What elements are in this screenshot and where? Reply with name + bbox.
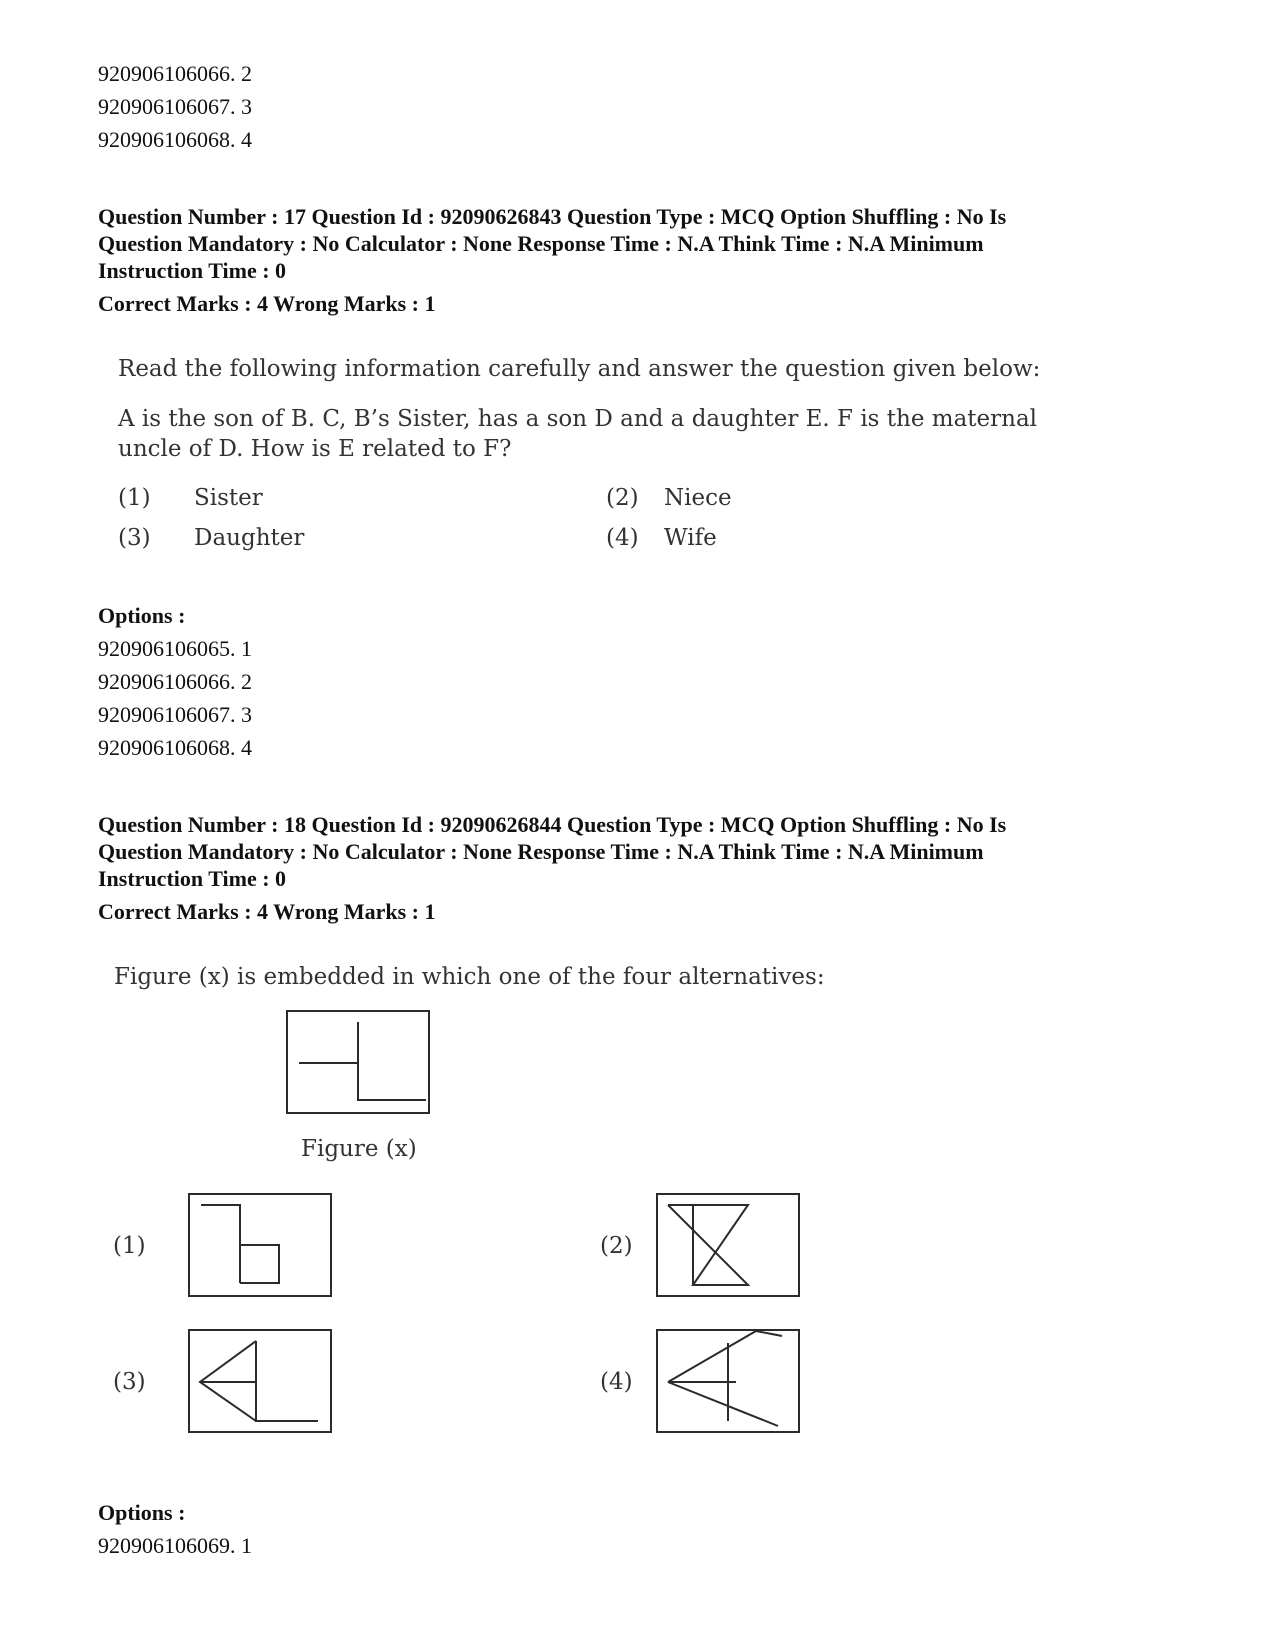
choice-number: (1) — [118, 485, 151, 511]
choice-number: (4) — [606, 525, 639, 551]
question-meta-line: Instruction Time : 0 — [98, 866, 287, 891]
alternative-1-figure — [188, 1193, 332, 1297]
alternative-label: (2) — [600, 1233, 633, 1259]
alternative-4-shape — [668, 1331, 782, 1426]
option-line: 920906106068. 4 — [98, 735, 252, 760]
alternative-2-shape — [668, 1205, 748, 1285]
question-meta-line: Question Mandatory : No Calculator : None Response Time : N.A Think Time : N.A Minimum — [98, 839, 984, 864]
question-meta-line: Question Mandatory : No Calculator : None Response Time : N.A Think Time : N.A Minimum — [98, 231, 984, 256]
choice-text: Sister — [194, 485, 263, 511]
question-body-line: A is the son of B. C, B’s Sister, has a son D and a daughter E. F is the maternal — [118, 406, 1038, 432]
alternative-2-figure — [656, 1193, 800, 1297]
choice-number: (2) — [606, 485, 639, 511]
figure-x — [286, 1010, 430, 1114]
alternative-label: (3) — [113, 1369, 146, 1395]
options-label: Options : — [98, 603, 186, 628]
question-meta-line: Instruction Time : 0 — [98, 258, 287, 283]
choice-text: Niece — [664, 485, 732, 511]
alternative-label: (4) — [600, 1369, 633, 1395]
alternative-2-frame — [657, 1194, 799, 1296]
question-prompt: Figure (x) is embedded in which one of the four alternatives: — [114, 964, 825, 990]
question-body-line: uncle of D. How is E related to F? — [118, 436, 512, 462]
alternative-1-shape — [201, 1205, 279, 1283]
choice-text: Daughter — [194, 525, 305, 551]
option-line: 920906106067. 3 — [98, 94, 252, 119]
option-line: 920906106067. 3 — [98, 702, 252, 727]
question-meta-line: Question Number : 18 Question Id : 92090626844 Question Type : MCQ Option Shuffling : No Is — [98, 812, 1007, 837]
question-meta-line: Question Number : 17 Question Id : 92090626843 Question Type : MCQ Option Shuffling : No Is — [98, 204, 1007, 229]
option-line: 920906106068. 4 — [98, 127, 252, 152]
option-line: 920906106066. 2 — [98, 669, 252, 694]
choice-number: (3) — [118, 525, 151, 551]
choice-text: Wife — [664, 525, 717, 551]
marks-line: Correct Marks : 4 Wrong Marks : 1 — [98, 291, 436, 316]
option-line: 920906106069. 1 — [98, 1533, 252, 1558]
figure-x-shape — [299, 1022, 426, 1100]
alternative-4-figure — [656, 1329, 800, 1433]
alternative-3-figure — [188, 1329, 332, 1433]
question-instruction: Read the following information carefully and answer the question given below: — [118, 356, 1041, 382]
marks-line: Correct Marks : 4 Wrong Marks : 1 — [98, 899, 436, 924]
option-line: 920906106065. 1 — [98, 636, 252, 661]
figure-caption: Figure (x) — [301, 1136, 417, 1162]
alternative-label: (1) — [113, 1233, 146, 1259]
option-line: 920906106066. 2 — [98, 61, 252, 86]
alternative-3-shape — [200, 1341, 318, 1421]
options-label: Options : — [98, 1500, 186, 1525]
